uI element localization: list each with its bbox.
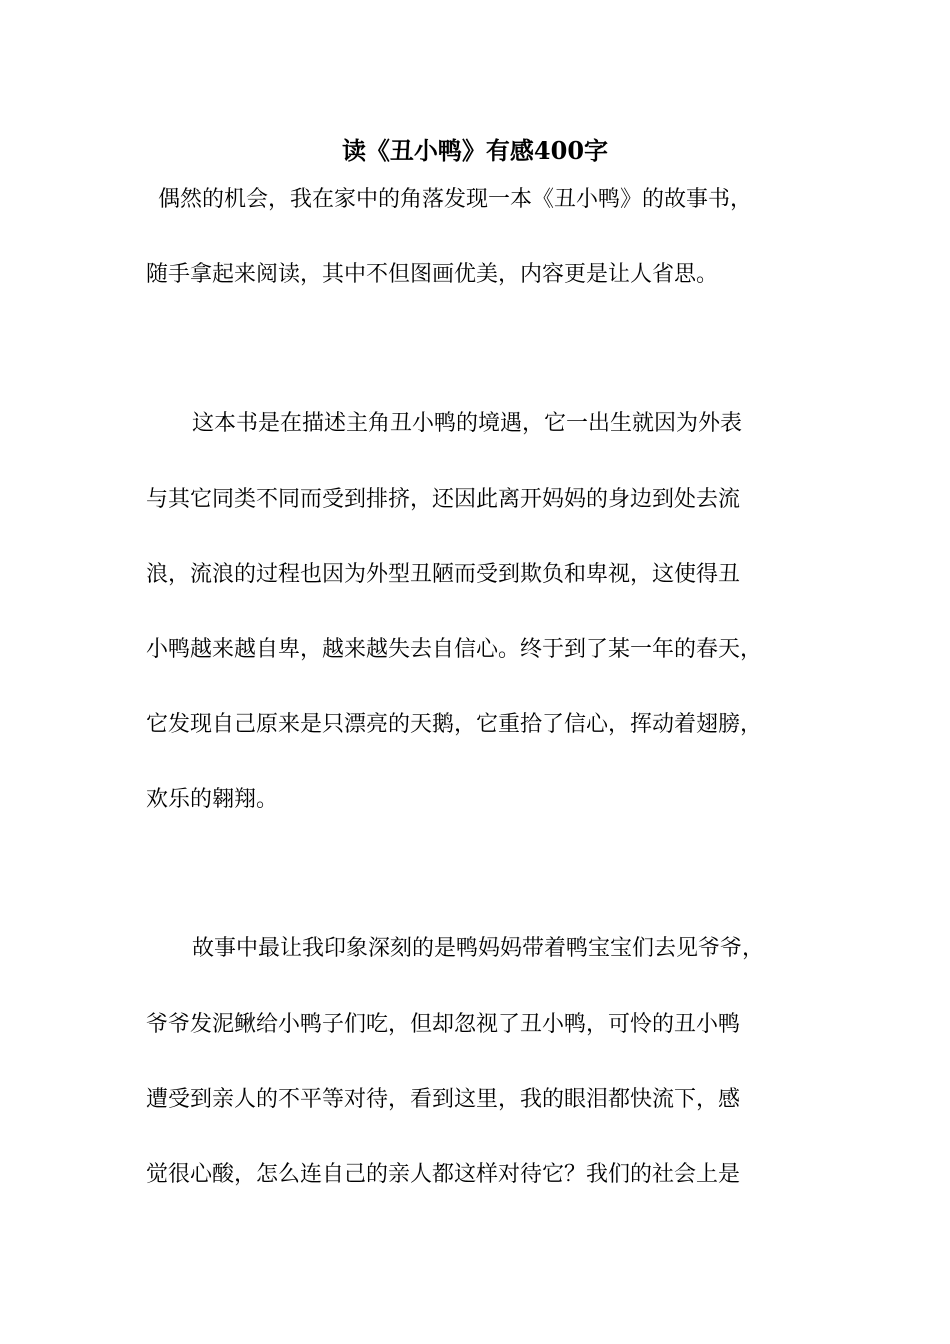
paragraph-3-line-4: 觉很心酸，怎么连自己的亲人都这样对待它？我们的社会上是: [146, 1162, 741, 1187]
paragraph-2-line-5: 它发现自己原来是只漂亮的天鹅，它重拾了信心，挥动着翅膀，: [146, 712, 763, 737]
paragraph-2-line-6: 欢乐的翱翔。: [146, 787, 279, 812]
paragraph-2-line-1: 这本书是在描述主角丑小鸭的境遇，它一出生就因为外表: [192, 411, 743, 436]
paragraph-1-line-2: 随手拿起来阅读，其中不但图画优美，内容更是让人省思。: [146, 262, 719, 287]
paragraph-3-line-2: 爷爷发泥鳅给小鸭子们吃，但却忽视了丑小鸭，可怜的丑小鸭: [146, 1012, 741, 1037]
paragraph-3-line-3: 遭受到亲人的不平等对待，看到这里，我的眼泪都快流下，感: [146, 1087, 741, 1112]
paragraph-2-line-3: 浪，流浪的过程也因为外型丑陋而受到欺负和卑视，这使得丑: [146, 562, 741, 587]
paragraph-2-line-2: 与其它同类不同而受到排挤，还因此离开妈妈的身边到处去流: [146, 487, 741, 512]
paragraph-3-line-1: 故事中最让我印象深刻的是鸭妈妈带着鸭宝宝们去见爷爷，: [192, 936, 765, 961]
paragraph-1-line-1: 偶然的机会，我在家中的角落发现一本《丑小鸭》的故事书，: [158, 187, 753, 212]
document-title: 读《丑小鸭》有感400字: [341, 136, 609, 165]
paragraph-2-line-4: 小鸭越来越自卑，越来越失去自信心。终于到了某一年的春天，: [146, 637, 763, 662]
